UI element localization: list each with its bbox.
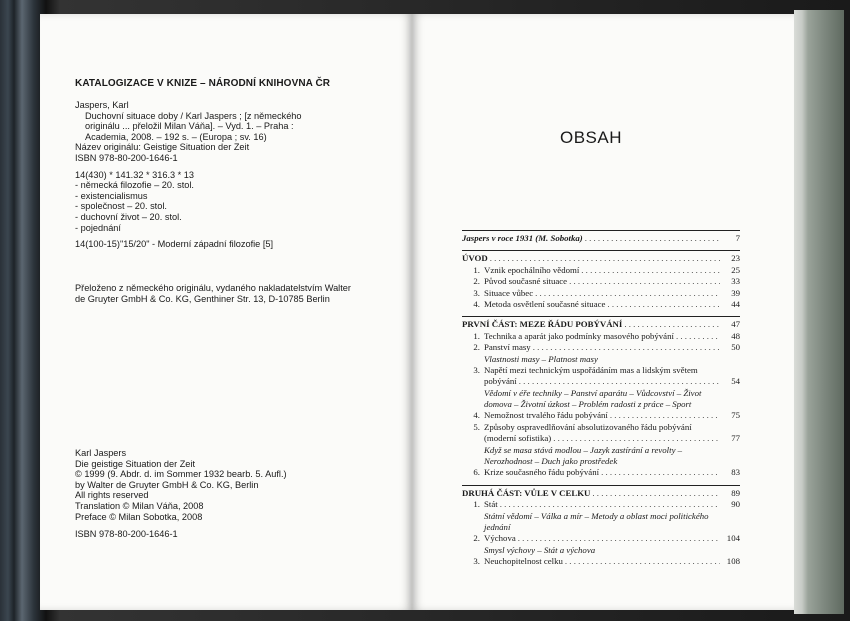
toc-entry-number: 3. (473, 287, 480, 298)
toc-entry (462, 533, 740, 544)
toc-entry-title: Neuchopitelnost celku (484, 556, 563, 567)
toc-page-number: 23 (731, 253, 740, 264)
toc-page-number: 90 (731, 499, 740, 510)
toc-entry-title: Způsoby ospravedlňování absolutizovaného řádu pobývání (484, 421, 692, 432)
toc-page-number: 83 (731, 467, 740, 478)
catalog-line: originálu ... přeložil Milan Váňa]. – Vyd. 1. – Praha : (85, 121, 294, 132)
toc-entry (462, 499, 740, 510)
toc-page-number: 50 (731, 342, 740, 353)
toc-section (462, 485, 740, 568)
toc-leader-dots (533, 342, 720, 352)
isbn-line (75, 529, 178, 540)
toc-entry-number: 3. (473, 364, 480, 375)
toc-page-number: 47 (731, 319, 740, 330)
toc-subtopics: Nerozhodnost – Duch jako prostředek (484, 456, 618, 467)
toc-leader-dots (601, 467, 720, 477)
toc-subtopics: Státní vědomí – Válka a mír – Metody a oblast moci politického (484, 510, 709, 521)
toc-entry-number: 1. (473, 499, 480, 510)
toc-page-number: 25 (731, 264, 740, 275)
catalog-line: Jaspers, Karl (75, 100, 129, 110)
catalog-line: - pojednání (75, 222, 121, 233)
toc-entry-number: 2. (473, 276, 480, 287)
translation-line: Přeloženo z německého originálu, vydaného nakladatelstvím Walter (75, 283, 351, 293)
copyright-line: Preface © Milan Sobotka, 2008 (75, 511, 203, 522)
catalog-line: - existencialismus (75, 190, 148, 201)
toc-page-number: 44 (731, 298, 740, 309)
toc-entry-number: 4. (473, 410, 480, 421)
toc-entry (462, 433, 740, 444)
page-stack-edge (794, 10, 844, 614)
toc-subtopics: jednání (484, 521, 511, 532)
toc-entry (462, 331, 740, 342)
toc-entry (462, 556, 740, 567)
toc-entry-number: 1. (473, 330, 480, 341)
toc-subtopics: Vlastnosti masy – Platnost masy (484, 353, 598, 364)
toc-entry (462, 376, 740, 387)
catalog-line: Academia, 2008. – 192 s. – (Europa ; sv. 16) (85, 131, 267, 142)
toc-entry-title: Panství masy (484, 342, 531, 353)
catalog-line: Duchovní situace doby / Karl Jaspers ; [z německého (85, 110, 302, 121)
toc-page-number: 48 (731, 330, 740, 341)
toc-subtopics: domova – Životní úzkost – Problém radosti z práce – Sport (484, 399, 692, 410)
toc-leader-dots (490, 253, 720, 263)
toc-entry-title: Krize současného řádu pobývání (484, 467, 600, 478)
toc-entry (462, 467, 740, 478)
toc-entry-title: PRVNÍ ČÁST: MEZE ŘÁDU POBÝVÁNÍ (462, 319, 623, 330)
toc-heading (462, 253, 740, 264)
toc-page-number: 75 (731, 410, 740, 421)
toc-subtopics: Smysl výchovy – Stát a výchova (484, 544, 596, 555)
toc-entry (462, 410, 740, 421)
toc-leader-dots (553, 433, 720, 443)
toc-leader-dots (676, 331, 720, 341)
catalog-line: 14(100-15)"15/20" - Moderní západní filozofie [5] (75, 239, 274, 250)
toc-entry-title: Situace vůbec (484, 287, 534, 298)
toc-entry-title: Technika a aparát jako podmínky masového pobývání (484, 330, 674, 341)
catalog-heading: KATALOGIZACE V KNIZE – NÁRODNÍ KNIHOVNA ČR (75, 78, 331, 89)
page-title: OBSAH (560, 128, 623, 147)
catalog-line: ISBN 978-80-200-1646-1 (75, 152, 178, 163)
toc-entry-title: DRUHÁ ČÁST: VŮLE V CELKU (462, 487, 591, 498)
toc-heading (462, 319, 740, 330)
toc-page-number: 108 (726, 556, 740, 567)
copyright-line: by Walter de Gruyter GmbH & Co. KG, Berlin (75, 479, 259, 490)
toc-leader-dots (592, 488, 720, 498)
toc-page-number: 33 (731, 276, 740, 287)
toc-section (462, 316, 740, 478)
toc-subtopics: Vědomí v éře techniky – Panství aparátu – Vůdcovství – Život (484, 387, 702, 398)
toc-entry-number: 3. (473, 556, 480, 567)
toc-leader-dots (585, 233, 720, 243)
catalog-line: - společnost – 20. stol. (75, 201, 167, 212)
toc-leader-dots (500, 499, 720, 509)
toc-page-number: 54 (731, 376, 740, 387)
catalog-line: 14(430) * 141.32 * 316.3 * 13 (75, 169, 195, 180)
toc-leader-dots (518, 533, 720, 543)
toc-entry (462, 265, 740, 276)
toc-entry-number: 2. (473, 533, 480, 544)
toc-leader-dots (519, 376, 720, 386)
toc-section (462, 230, 740, 244)
toc-entry-title: (moderní sofistika) (484, 433, 552, 444)
copyright-block (75, 448, 287, 522)
toc-page-number: 89 (731, 487, 740, 498)
catalog-line: Název originálu: Geistige Situation der Zeit (75, 142, 250, 153)
toc-entry-number: 2. (473, 342, 480, 353)
toc-leader-dots (535, 288, 720, 298)
toc-entry (462, 342, 740, 353)
toc-entry (462, 288, 740, 299)
toc-leader-dots (610, 410, 720, 420)
toc-page-number: 39 (731, 287, 740, 298)
toc-entry-title: Napětí mezi technickým uspořádáním mas a lidským světem (484, 364, 698, 375)
toc-section (462, 250, 740, 310)
toc-leader-dots (624, 319, 720, 329)
toc-leader-dots (565, 556, 720, 566)
toc-entry-number: 5. (473, 421, 480, 432)
translation-line: de Gruyter GmbH & Co. KG, Genthiner Str. 13, D-10785 Berlin (75, 293, 330, 304)
catalog-record (75, 100, 302, 250)
toc-leader-dots (607, 299, 720, 309)
toc-entry-title: Nemožnost trvalého řádu pobývání (484, 410, 608, 421)
table-of-contents (462, 230, 740, 574)
toc-entry (462, 299, 740, 310)
toc-entry-number: 6. (473, 467, 480, 478)
toc-page-number: 7 (735, 233, 740, 243)
toc-page-number: 77 (731, 433, 740, 444)
toc-entry (462, 276, 740, 287)
copyright-line: All rights reserved (75, 490, 149, 501)
toc-subtopics: Když se masa stává modlou – Jazyk zastírání a revolty – (484, 444, 683, 455)
toc-entry (462, 365, 740, 376)
toc-leader-dots (569, 276, 720, 286)
toc-entry-title: ÚVOD (462, 253, 488, 264)
toc-entry-title: Výchova (484, 533, 516, 544)
copyright-line: © 1999 (9. Abdr. d. im Sommer 1932 bearb. 5. Aufl.) (75, 469, 287, 480)
toc-heading (462, 233, 740, 244)
toc-page-number: 104 (726, 533, 740, 544)
toc-heading (462, 488, 740, 499)
translation-note (75, 283, 351, 304)
copyright-line: Translation © Milan Váňa, 2008 (75, 500, 204, 511)
toc-leader-dots (581, 265, 720, 275)
catalog-line: - německá filozofie – 20. stol. (75, 180, 194, 191)
toc-entry-title: Jaspers v roce 1931 (M. Sobotka) (462, 233, 583, 243)
copyright-line: Karl Jaspers (75, 448, 127, 458)
catalog-line: - duchovní život – 20. stol. (75, 211, 182, 222)
isbn-text: ISBN 978-80-200-1646-1 (75, 529, 178, 539)
copyright-line: Die geistige Situation der Zeit (75, 458, 196, 469)
toc-entry-title: Vznik epochálního vědomí (484, 264, 580, 275)
toc-entry-number: 1. (473, 264, 480, 275)
toc-entry (462, 422, 740, 433)
toc-entry-number: 4. (473, 298, 480, 309)
toc-entry-title: Stát (484, 499, 498, 510)
toc-entry-title: Metoda osvětlení současné situace (484, 298, 606, 309)
toc-entry-title: Původ současné situace (484, 276, 568, 287)
toc-entry-title: pobývání (484, 376, 517, 387)
